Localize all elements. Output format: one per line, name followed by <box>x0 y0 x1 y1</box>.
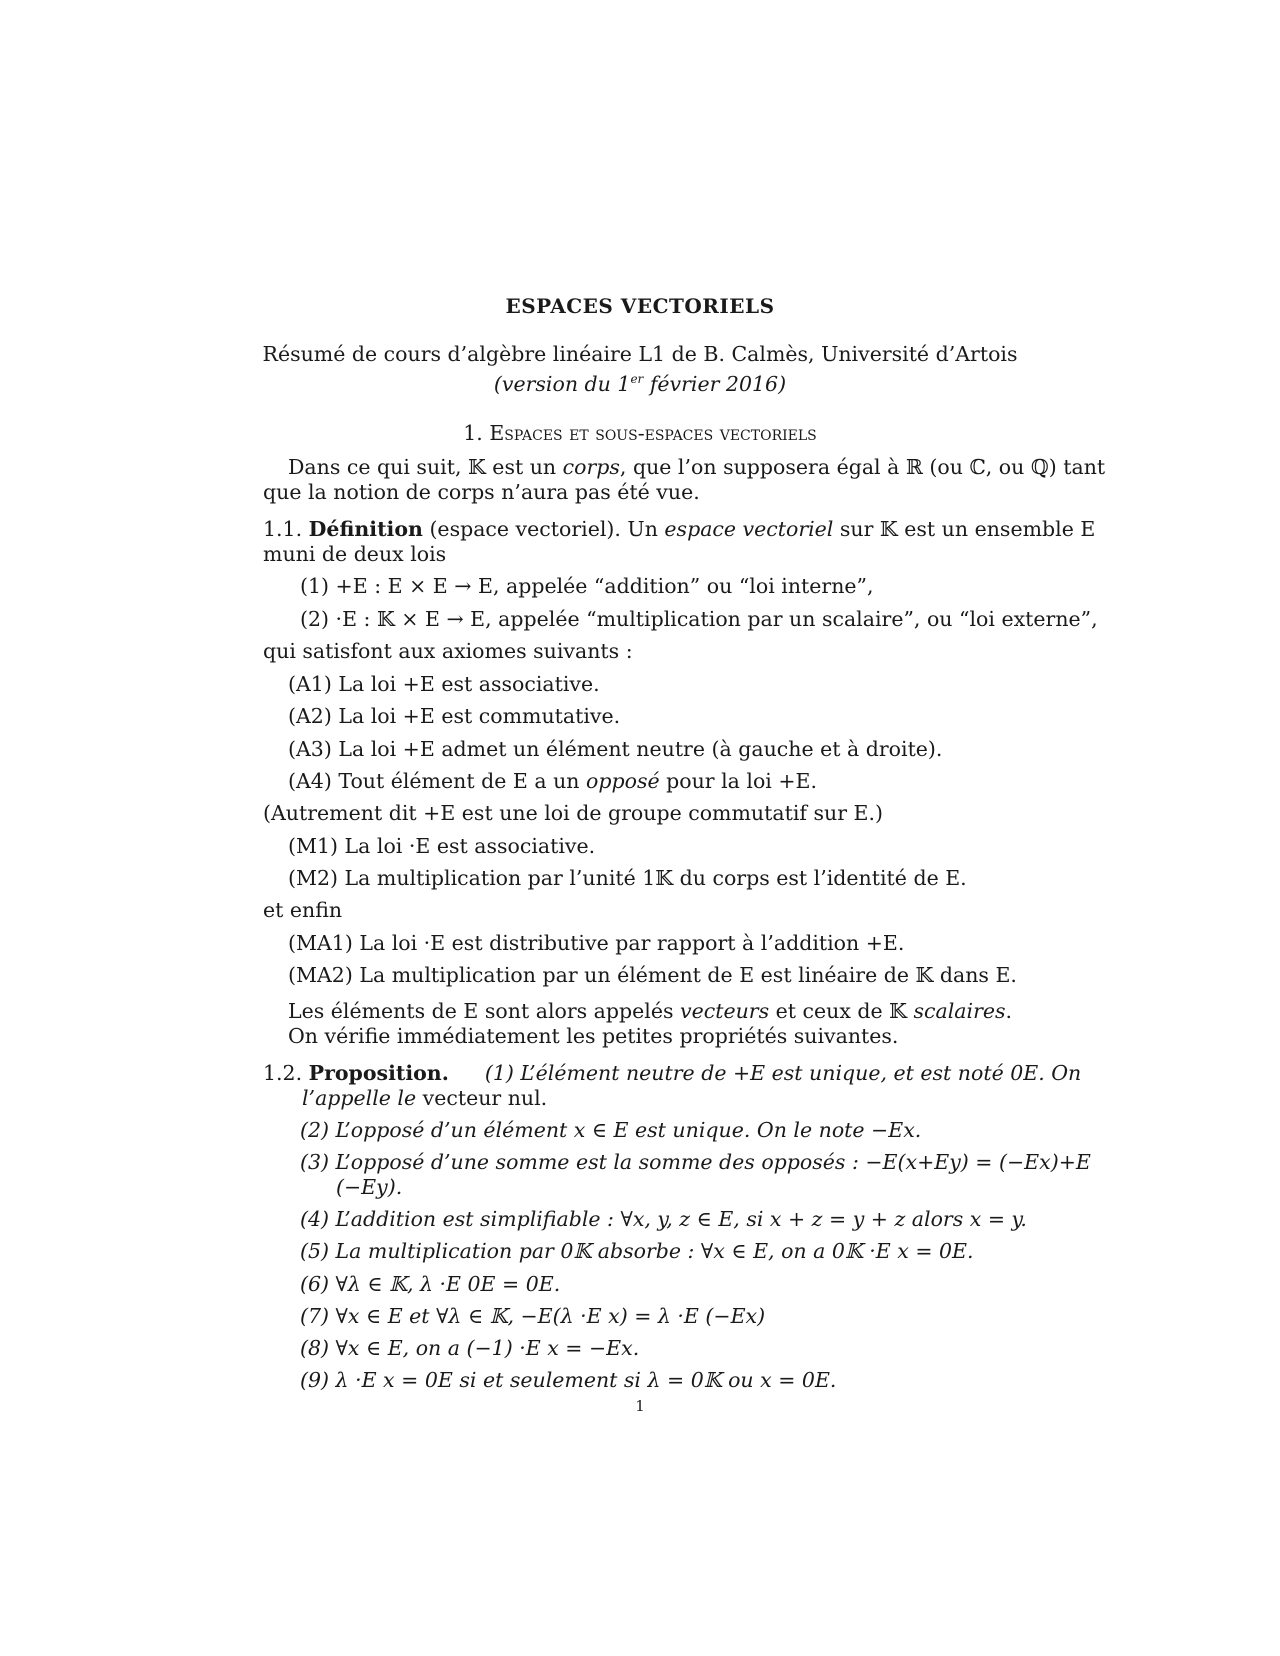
axiom-ma2: (MA2) La multiplication par un élément de E est linéaire de 𝕂 dans E. <box>288 963 1017 987</box>
section-heading: 1. Espaces et sous-espaces vectoriels <box>463 421 817 445</box>
prop-item-5: (5) La multiplication par 0𝕂 absorbe : ∀x ∈ E, on a 0𝕂 ·E x = 0E. <box>300 1239 974 1263</box>
page-number: 1 <box>635 1397 645 1415</box>
prop-item-4: (4) L’addition est simplifiable : ∀x, y, z ∈ E, si x + z = y + z alors x = y. <box>300 1207 1027 1231</box>
axiom-m2: (M2) La multiplication par l’unité 1𝕂 du corps est l’identité de E. <box>288 866 967 890</box>
page-title: ESPACES VECTORIELS <box>505 294 775 318</box>
subtitle: Résumé de cours d’algèbre linéaire L1 de B. Calmès, Université d’Artois <box>262 342 1018 366</box>
prop-item-9: (9) λ ·E x = 0E si et seulement si λ = 0𝕂 ou x = 0E. <box>300 1368 837 1392</box>
verify-sentence: On vérifie immédiatement les petites propriétés suivantes. <box>288 1024 899 1048</box>
version-line: (version du 1er février 2016) <box>493 371 787 396</box>
prop-item-6: (6) ∀λ ∈ 𝕂, λ ·E 0E = 0E. <box>300 1272 561 1296</box>
group-remark: (Autrement dit +E est une loi de groupe commutatif sur E.) <box>263 801 884 825</box>
proposition-heading: 1.2. Proposition. (1) L’élément neutre de +E est unique, et est noté 0E. On <box>263 1061 1082 1085</box>
definition-heading: 1.1. Définition (espace vectoriel). Un espace vectoriel sur 𝕂 est un ensemble E <box>263 517 1096 541</box>
axiom-a2: (A2) La loi +E est commutative. <box>288 704 621 728</box>
axiom-a1: (A1) La loi +E est associative. <box>288 672 600 696</box>
definition-line-2: muni de deux lois <box>263 542 447 566</box>
prop-item-8: (8) ∀x ∈ E, on a (−1) ·E x = −Ex. <box>300 1336 640 1360</box>
intro-line-1: Dans ce qui suit, 𝕂 est un corps, que l’on supposera égal à ℝ (ou ℂ, ou ℚ) tant <box>288 455 1106 479</box>
and-finally: et enfin <box>263 898 343 922</box>
law-scalar-multiplication: (2) ·E : 𝕂 × E → E, appelée “multiplication par un scalaire”, ou “loi externe”, <box>300 607 1098 631</box>
prop-item-1-cont: l’appelle le vecteur nul. <box>302 1086 548 1110</box>
axiom-m1: (M1) La loi ·E est associative. <box>288 834 596 858</box>
axiom-a4: (A4) Tout élément de E a un opposé pour la loi +E. <box>288 769 818 793</box>
axiom-ma1: (MA1) La loi ·E est distributive par rapport à l’addition +E. <box>288 931 905 955</box>
prop-item-7: (7) ∀x ∈ E et ∀λ ∈ 𝕂, −E(λ ·E x) = λ ·E (−Ex) <box>300 1304 766 1328</box>
law-addition: (1) +E : E × E → E, appelée “addition” ou “loi interne”, <box>300 574 874 598</box>
prop-item-3-cont: (−Ey). <box>336 1175 403 1199</box>
prop-item-3: (3) L’opposé d’une somme est la somme des opposés : −E(x+Ey) = (−Ex)+E <box>300 1150 1091 1174</box>
axiom-a3: (A3) La loi +E admet un élément neutre (à gauche et à droite). <box>288 737 943 761</box>
axioms-intro: qui satisfont aux axiomes suivants : <box>263 639 633 663</box>
prop-item-2: (2) L’opposé d’un élément x ∈ E est unique. On le note −Ex. <box>300 1118 922 1142</box>
intro-line-2: que la notion de corps n’aura pas été vue. <box>263 480 700 504</box>
elements-sentence: Les éléments de E sont alors appelés vecteurs et ceux de 𝕂 scalaires. <box>288 999 1013 1023</box>
